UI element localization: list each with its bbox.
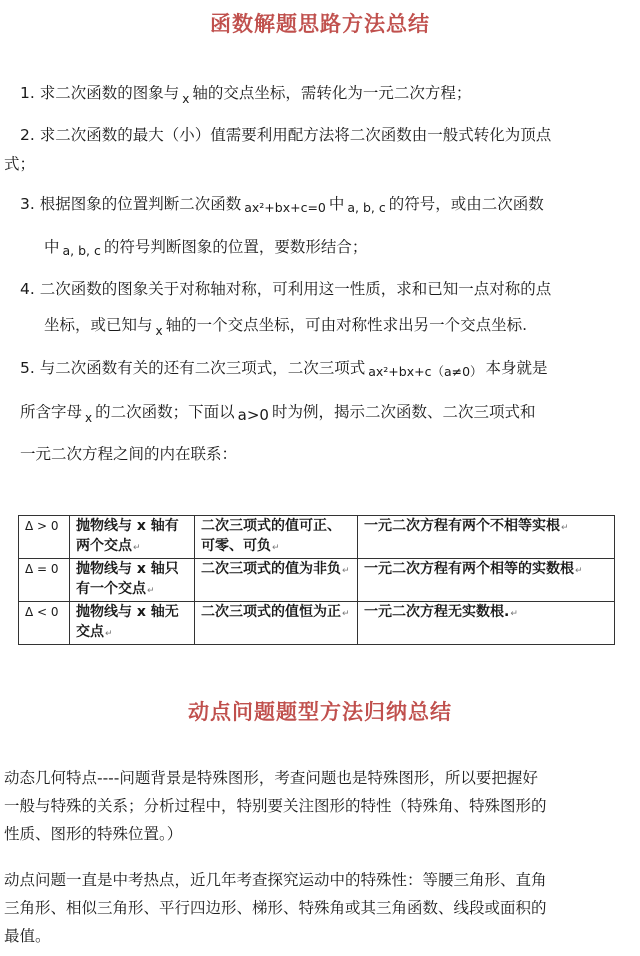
item-2-cont: 式； bbox=[4, 155, 36, 173]
table-cell: 一元二次方程有两个相等的实数根↵ bbox=[358, 559, 615, 602]
table-cell: 二次三项式的值恒为正↵ bbox=[195, 602, 358, 645]
table-cell: 抛物线与 x 轴只有一个交点↵ bbox=[70, 559, 195, 602]
page-title: 函数解题思路方法总结 bbox=[210, 12, 430, 36]
item-5-cont: 所含字母 $_x$ 的二次函数；下面以 a>0 时为例，揭示二次函数、二次三项式和 bbox=[20, 403, 536, 425]
table-cell: 一元二次方程无实数根.↵ bbox=[358, 602, 615, 645]
item-4: 4. 二次函数的图象关于对称轴对称，可利用这一性质，求和已知一点对称的点 bbox=[20, 280, 552, 298]
paragraph-dynamic-geometry: 动态几何特点----问题背景是特殊图形，考查问题也是特殊图形，所以要把握好 一般与特殊的关系；分析过程中，特别要关注图形的特性（特殊角、特殊图形的 性质、图形的特殊位置。） bbox=[4, 769, 547, 843]
table-cell: 二次三项式的值为非负↵ bbox=[195, 559, 358, 602]
item-5-cont2: 一元二次方程之间的内在联系： bbox=[20, 445, 238, 463]
table-cell: 抛物线与 x 轴有两个交点↵ bbox=[70, 516, 195, 559]
item-4-cont: 坐标，或已知与 $_x$ 轴的一个交点坐标，可由对称性求出另一个交点坐标. bbox=[44, 316, 528, 338]
paragraph-moving-point: 动点问题一直是中考热点，近几年考查探究运动中的特殊性：等腰三角形、直角 三角形、相似三角形、平行四边形、梯形、特殊角或其三角函数、线段或面积的 最值。 bbox=[4, 871, 547, 945]
delta-cell: Δ = 0 bbox=[19, 559, 70, 602]
table-cell: 抛物线与 x 轴无交点↵ bbox=[70, 602, 195, 645]
section-title: 动点问题题型方法归纳总结 bbox=[188, 700, 452, 724]
delta-cell: Δ > 0 bbox=[19, 516, 70, 559]
item-5: 5. 与二次函数有关的还有二次三项式，二次三项式 ax²+bx+c（a≠0） 本身就是 bbox=[20, 359, 548, 379]
relation-table bbox=[18, 515, 615, 645]
table-row bbox=[19, 602, 615, 645]
item-1: 1. 求二次函数的图象与 $_x$ 轴的交点坐标，需转化为一元二次方程； bbox=[20, 84, 472, 106]
delta-cell: Δ < 0 bbox=[19, 602, 70, 645]
table-cell: 二次三项式的值可正、可零、可负↵ bbox=[195, 516, 358, 559]
item-2: 2. 求二次函数的最大（小）值需要利用配方法将二次函数由一般式转化为顶点 bbox=[20, 126, 552, 144]
table-row bbox=[19, 559, 615, 602]
table-cell: 一元二次方程有两个不相等实根↵ bbox=[358, 516, 615, 559]
table-row bbox=[19, 516, 615, 559]
item-3: 3. 根据图象的位置判断二次函数 ax²+bx+c=0 中 a, b, c 的符号，或由二次函数 bbox=[20, 195, 544, 215]
item-3-cont: 中 a, b, c 的符号判断图象的位置，要数形结合； bbox=[44, 238, 368, 258]
